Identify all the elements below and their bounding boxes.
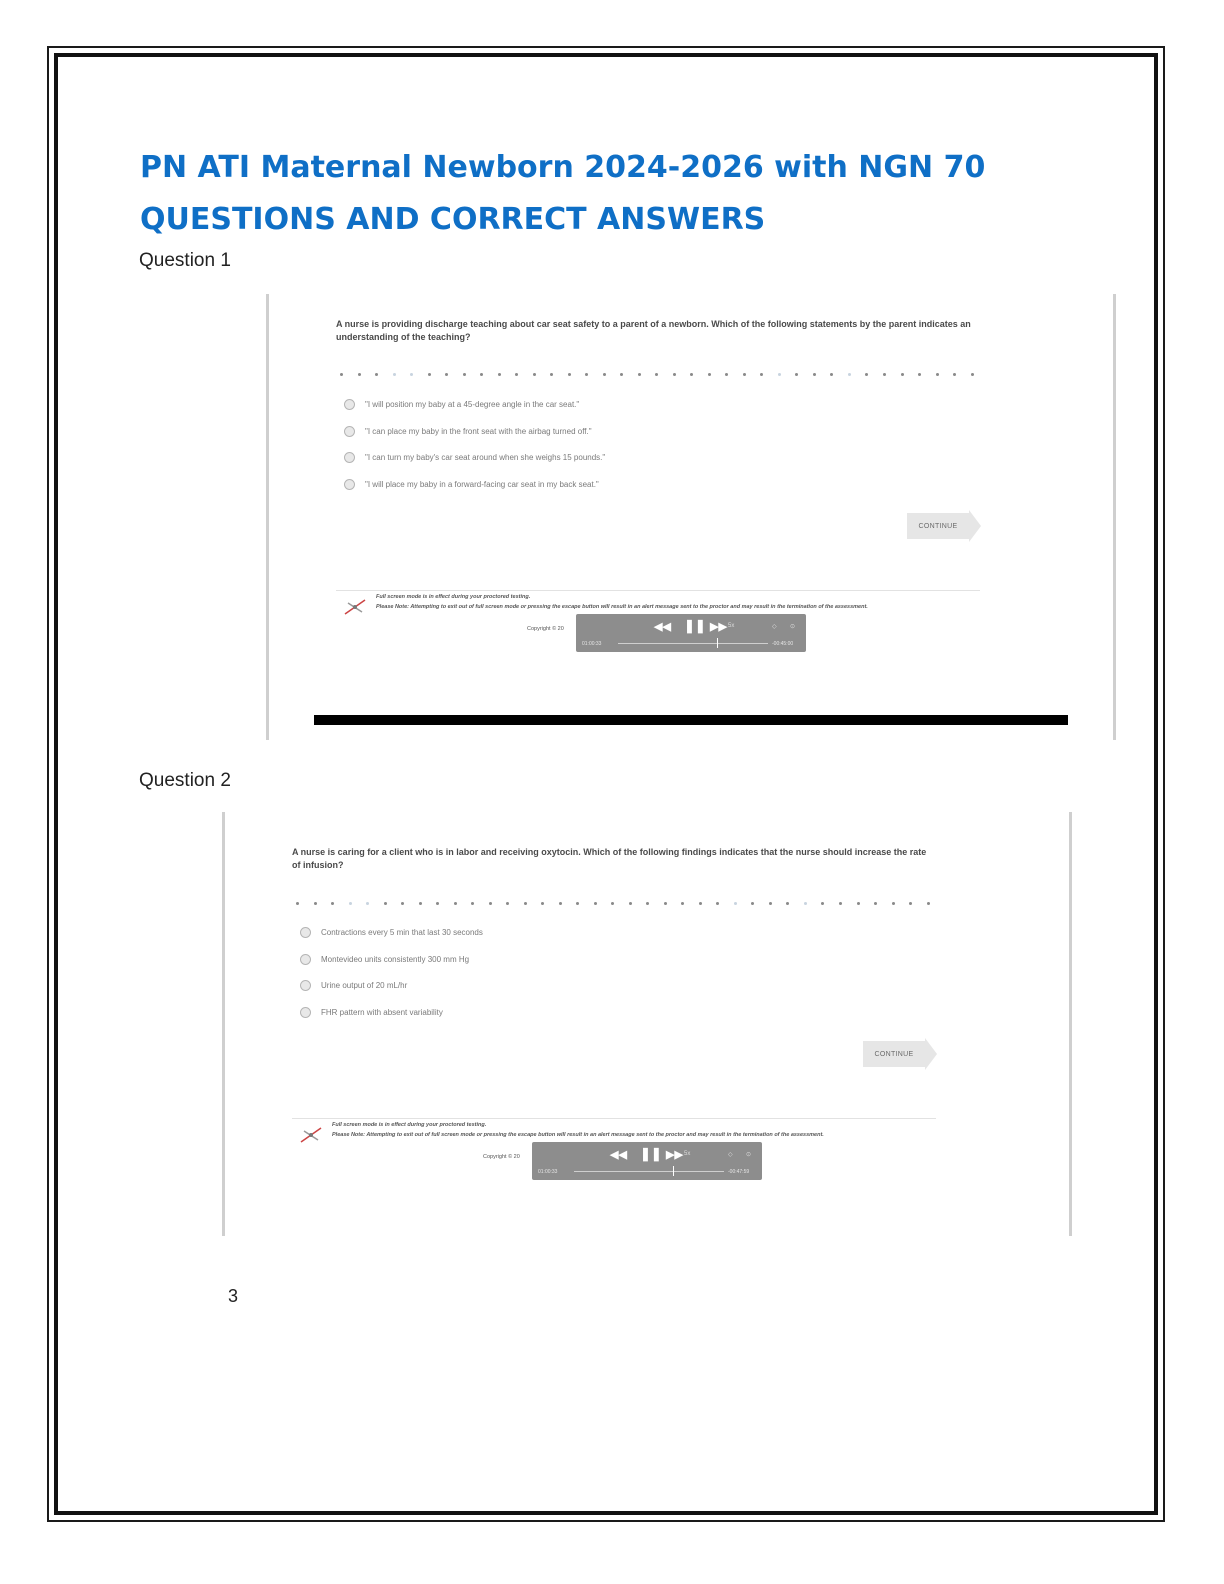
question-progress-dots (340, 371, 974, 377)
volume-icon[interactable]: ◇ (772, 624, 777, 630)
remaining-time: -00:45:00 (772, 641, 794, 647)
screenshot-edge-left (266, 294, 269, 740)
page-number: 3 (228, 1286, 239, 1306)
question-progress-dots (296, 900, 930, 906)
radio-button[interactable] (300, 1007, 311, 1018)
answer-option[interactable] (344, 479, 599, 490)
settings-icon[interactable]: ⊙ (746, 1152, 752, 1158)
fast-forward-icon[interactable]: ▶▶ (666, 1149, 683, 1161)
question-1-screenshot (266, 294, 1116, 740)
answer-option-text: "I will place my baby in a forward-facing car seat in my back seat." (365, 480, 599, 489)
remaining-time: -00:47:59 (728, 1169, 750, 1175)
speed-icon[interactable]: 5x (684, 1151, 691, 1157)
elapsed-time: 01:00:33 (582, 641, 602, 647)
satellite-icon (342, 597, 368, 617)
footer-divider (292, 1118, 936, 1119)
question-stem: A nurse is caring for a client who is in labor and receiving oxytocin. Which of the following findings indicates that the nurse should increase the rate of infusion? (292, 847, 927, 870)
answer-option[interactable] (344, 452, 605, 463)
pause-icon[interactable]: ❚❚ (640, 1146, 662, 1161)
settings-icon[interactable]: ⊙ (790, 624, 796, 630)
radio-button[interactable] (300, 927, 311, 938)
copyright-text: Copyright © 20 (483, 1154, 520, 1160)
answer-option-text: FHR pattern with absent variability (321, 1008, 443, 1017)
screenshot-edge-right (1069, 812, 1072, 1236)
seek-handle[interactable] (673, 1166, 674, 1176)
radio-button[interactable] (300, 954, 311, 965)
answer-option-text: "I can turn my baby's car seat around when she weighs 15 pounds." (365, 453, 606, 462)
continue-button[interactable]: CONTINUE (907, 513, 969, 539)
media-player (532, 1142, 762, 1180)
answer-option[interactable] (344, 399, 579, 410)
answer-option-text: Montevideo units consistently 300 mm Hg (321, 955, 470, 964)
copyright-text: Copyright © 20 (527, 626, 564, 632)
speed-icon[interactable]: 5x (728, 623, 735, 629)
question-1-label: Question 1 (139, 250, 231, 271)
escape-warning-notice: Please Note: Attempting to exit out of full screen mode or pressing the escape button will result in an alert message sent to the proctor and may result in the termination of the assessment. (332, 1132, 824, 1138)
footer-divider (336, 590, 980, 591)
answer-option-text: "I can place my baby in the front seat with the airbag turned off." (365, 427, 592, 436)
radio-button[interactable] (300, 980, 311, 991)
volume-icon[interactable]: ◇ (728, 1152, 733, 1158)
rewind-icon[interactable]: ◀◀ (610, 1149, 627, 1161)
black-bar (314, 715, 1068, 725)
answer-option-text: "I will position my baby at a 45-degree angle in the car seat." (365, 400, 580, 409)
radio-button[interactable] (344, 452, 355, 463)
elapsed-time: 01:00:33 (538, 1169, 558, 1175)
fullscreen-notice: Full screen mode is in effect during your proctored testing. (332, 1122, 487, 1128)
escape-warning-notice: Please Note: Attempting to exit out of full screen mode or pressing the escape button will result in an alert message sent to the proctor and may result in the termination of the assessment. (376, 604, 868, 610)
answer-option[interactable] (300, 980, 407, 991)
seek-handle[interactable] (717, 638, 718, 648)
continue-button[interactable]: CONTINUE (863, 1041, 925, 1067)
rewind-icon[interactable]: ◀◀ (654, 621, 671, 633)
answer-option[interactable] (300, 954, 469, 965)
document-title: PN ATI Maternal Newborn 2024-2026 with NGN 70 QUESTIONS AND CORRECT ANSWERS (140, 150, 986, 237)
fullscreen-notice: Full screen mode is in effect during your proctored testing. (376, 594, 531, 600)
screenshot-edge-left (222, 812, 225, 1236)
question-2-screenshot (222, 812, 1072, 1236)
question-2-label: Question 2 (139, 770, 231, 791)
fast-forward-icon[interactable]: ▶▶ (710, 621, 727, 633)
satellite-icon (298, 1125, 324, 1145)
answer-option-text: Urine output of 20 mL/hr (321, 981, 408, 990)
radio-button[interactable] (344, 426, 355, 437)
pause-icon[interactable]: ❚❚ (684, 618, 706, 633)
screenshot-edge-right (1113, 294, 1116, 740)
answer-option[interactable] (300, 1007, 443, 1018)
radio-button[interactable] (344, 479, 355, 490)
radio-button[interactable] (344, 399, 355, 410)
question-stem: A nurse is providing discharge teaching about car seat safety to a parent of a newborn. Which of the following statements by the parent indicates an understanding of the teaching? (336, 319, 971, 342)
seek-track[interactable] (618, 643, 768, 644)
seek-track[interactable] (574, 1171, 724, 1172)
media-player (576, 614, 806, 652)
answer-option[interactable] (344, 426, 592, 437)
answer-option[interactable] (300, 927, 483, 938)
answer-option-text: Contractions every 5 min that last 30 seconds (321, 928, 483, 937)
